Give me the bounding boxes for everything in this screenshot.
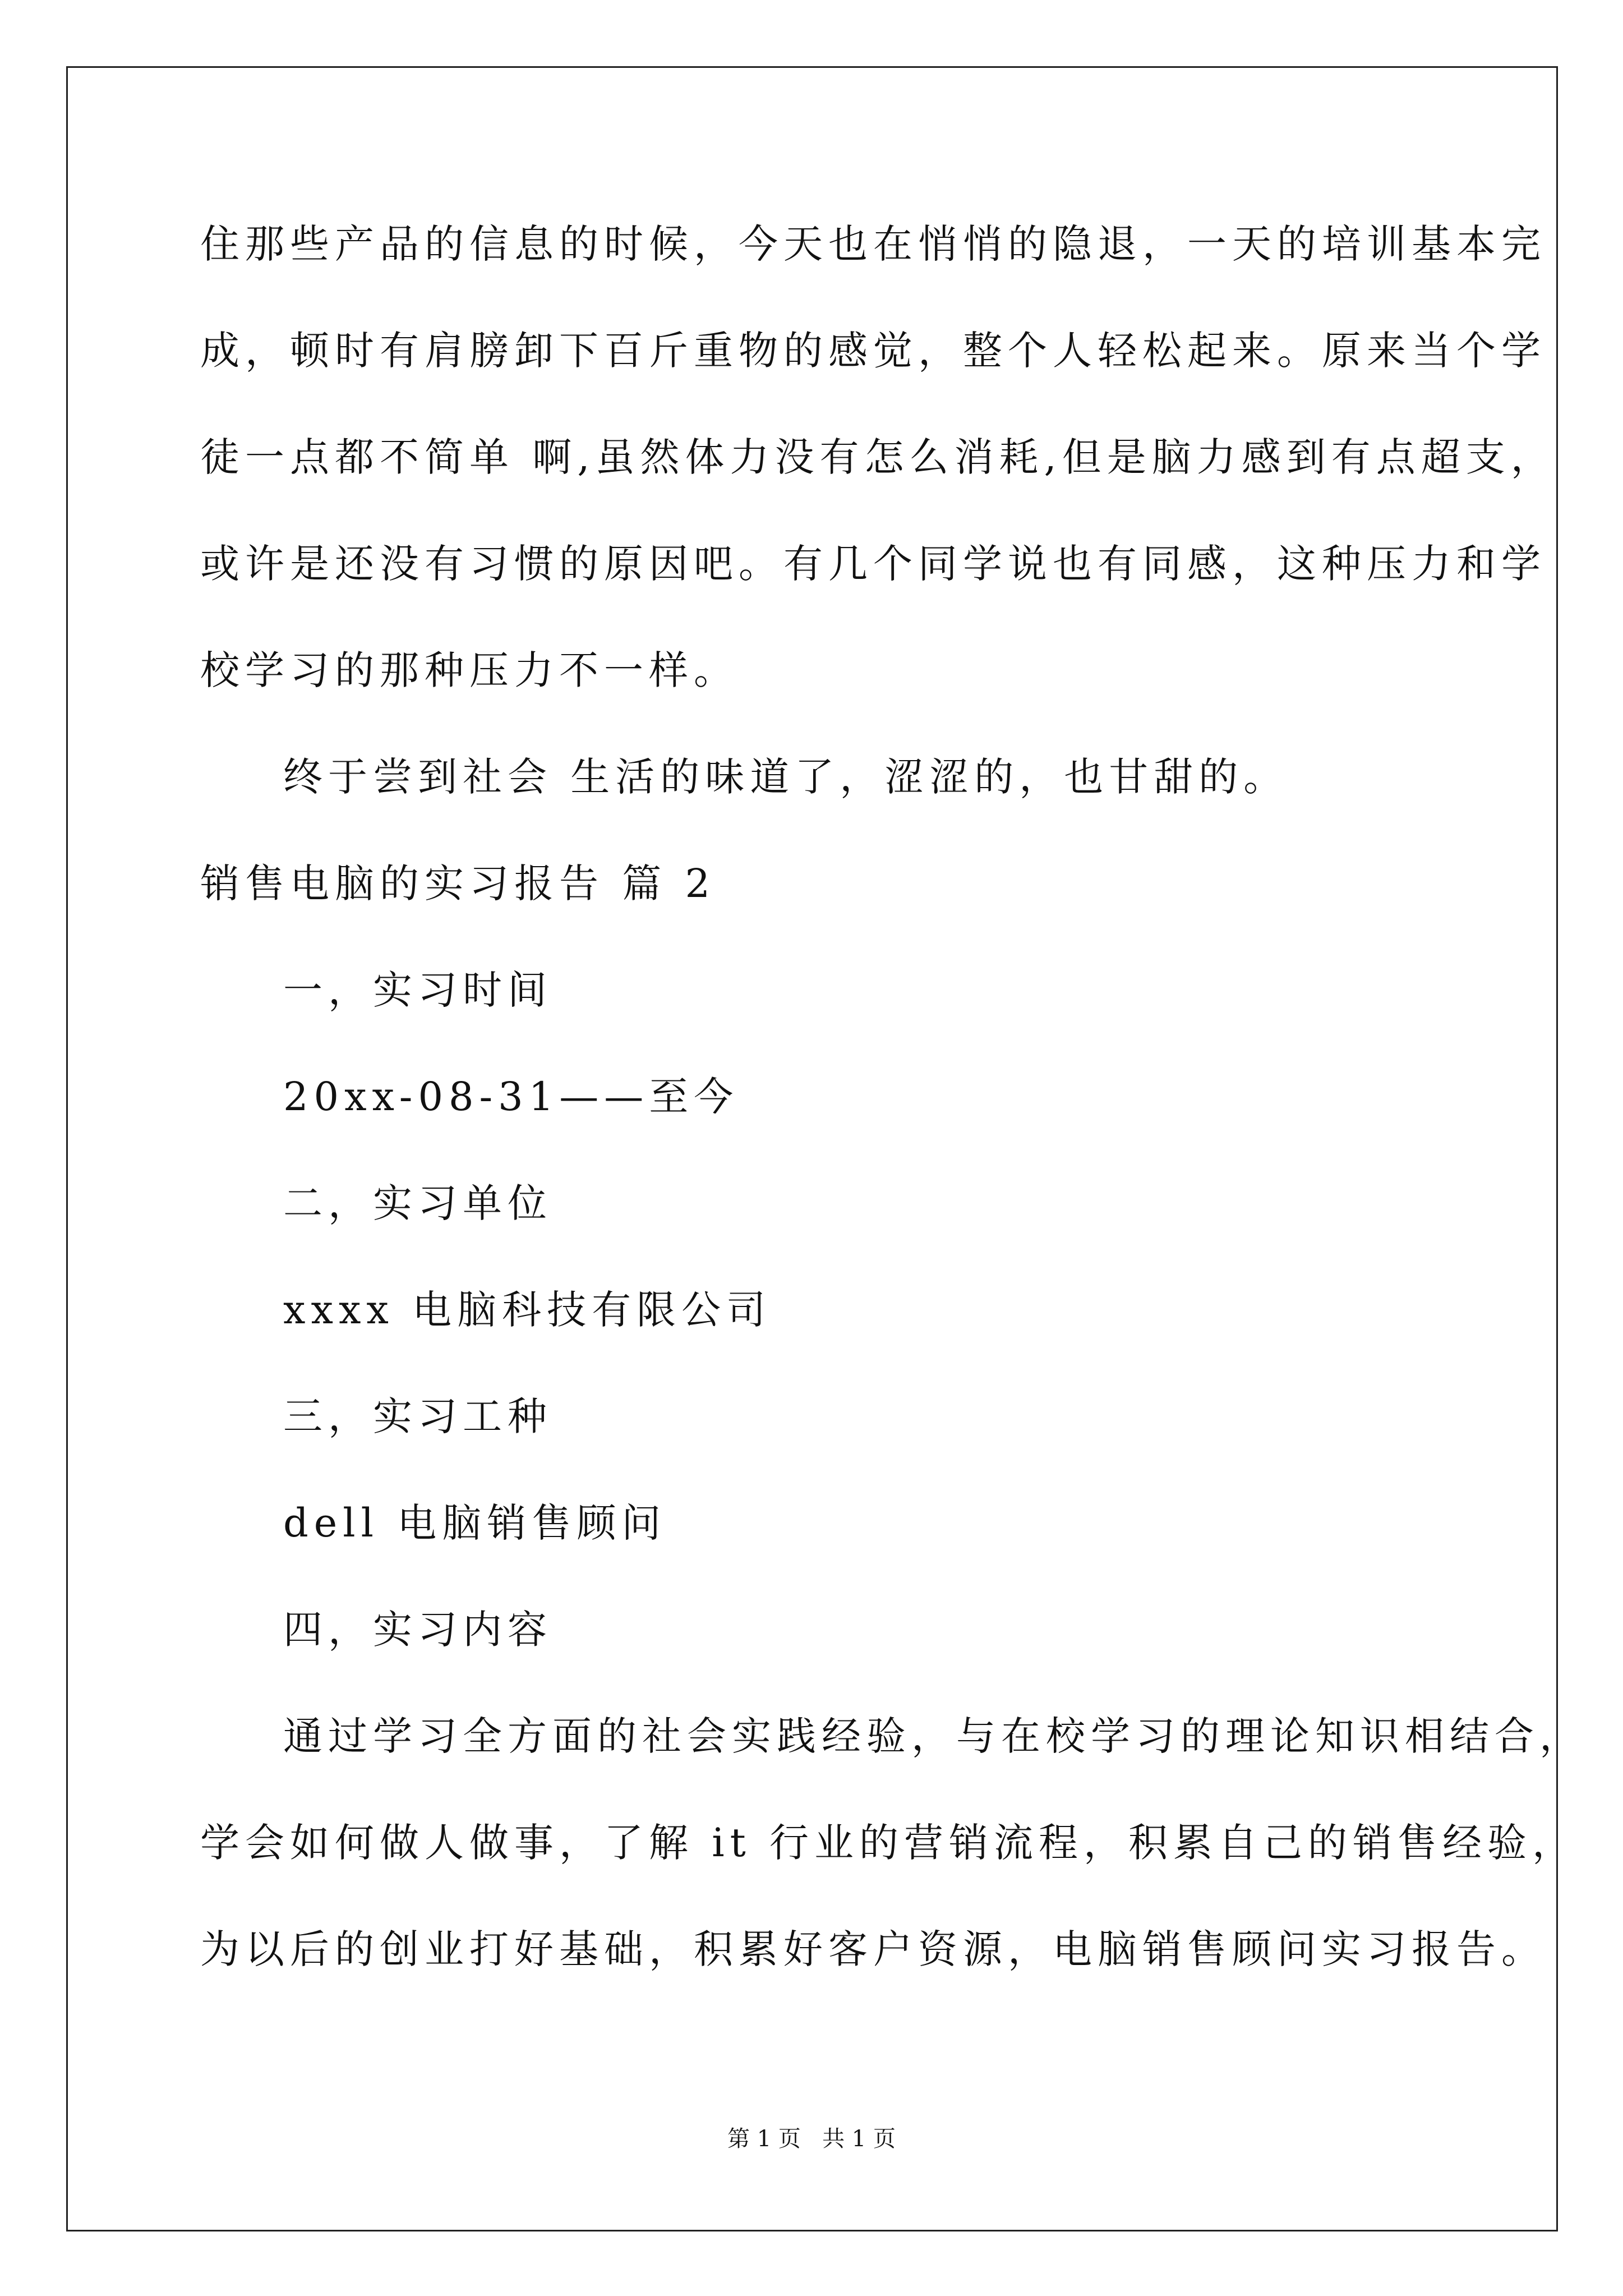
item-heading: 一，实习时间 xyxy=(283,967,552,1013)
paragraph-line: 学会如何做人做事，了解 it 行业的营销流程，积累自己的销售经验， xyxy=(200,1820,1578,1866)
section-title: 销售电脑的实习报告 篇 2 xyxy=(200,861,716,907)
paragraph-line: 住那些产品的信息的时候，今天也在悄悄的隐退，一天的培训基本完 xyxy=(200,221,1546,267)
item-value: xxxx 电脑科技有限公司 xyxy=(283,1287,772,1333)
item-heading: 三，实习工种 xyxy=(283,1393,552,1439)
paragraph-line: 徒一点都不简单 啊,虽然体力没有怎么消耗,但是脑力感到有点超支， xyxy=(200,434,1556,480)
item-value: dell 电脑销售顾问 xyxy=(283,1500,667,1546)
paragraph-line: 为以后的创业打好基础，积累好客户资源，电脑销售顾问实习报告。 xyxy=(200,1926,1546,1972)
item-heading: 二，实习单位 xyxy=(283,1180,552,1226)
item-heading: 四，实习内容 xyxy=(283,1607,552,1653)
page-footer: 第 1 页 共 1 页 xyxy=(727,2126,896,2152)
paragraph: 终于尝到社会 生活的味道了，涩涩的，也甘甜的。 xyxy=(283,754,1289,800)
page-border xyxy=(66,66,1558,2231)
item-value: 20xx-08-31——至今 xyxy=(283,1074,739,1120)
paragraph-line: 成，顿时有肩膀卸下百斤重物的感觉，整个人轻松起来。原来当个学 xyxy=(200,328,1546,374)
paragraph-line: 或许是还没有习惯的原因吧。有几个同学说也有同感，这种压力和学 xyxy=(200,541,1546,587)
paragraph-line: 通过学习全方面的社会实践经验，与在校学习的理论知识相结合， xyxy=(283,1713,1584,1759)
paragraph-line: 校学习的那种压力不一样。 xyxy=(200,647,739,693)
